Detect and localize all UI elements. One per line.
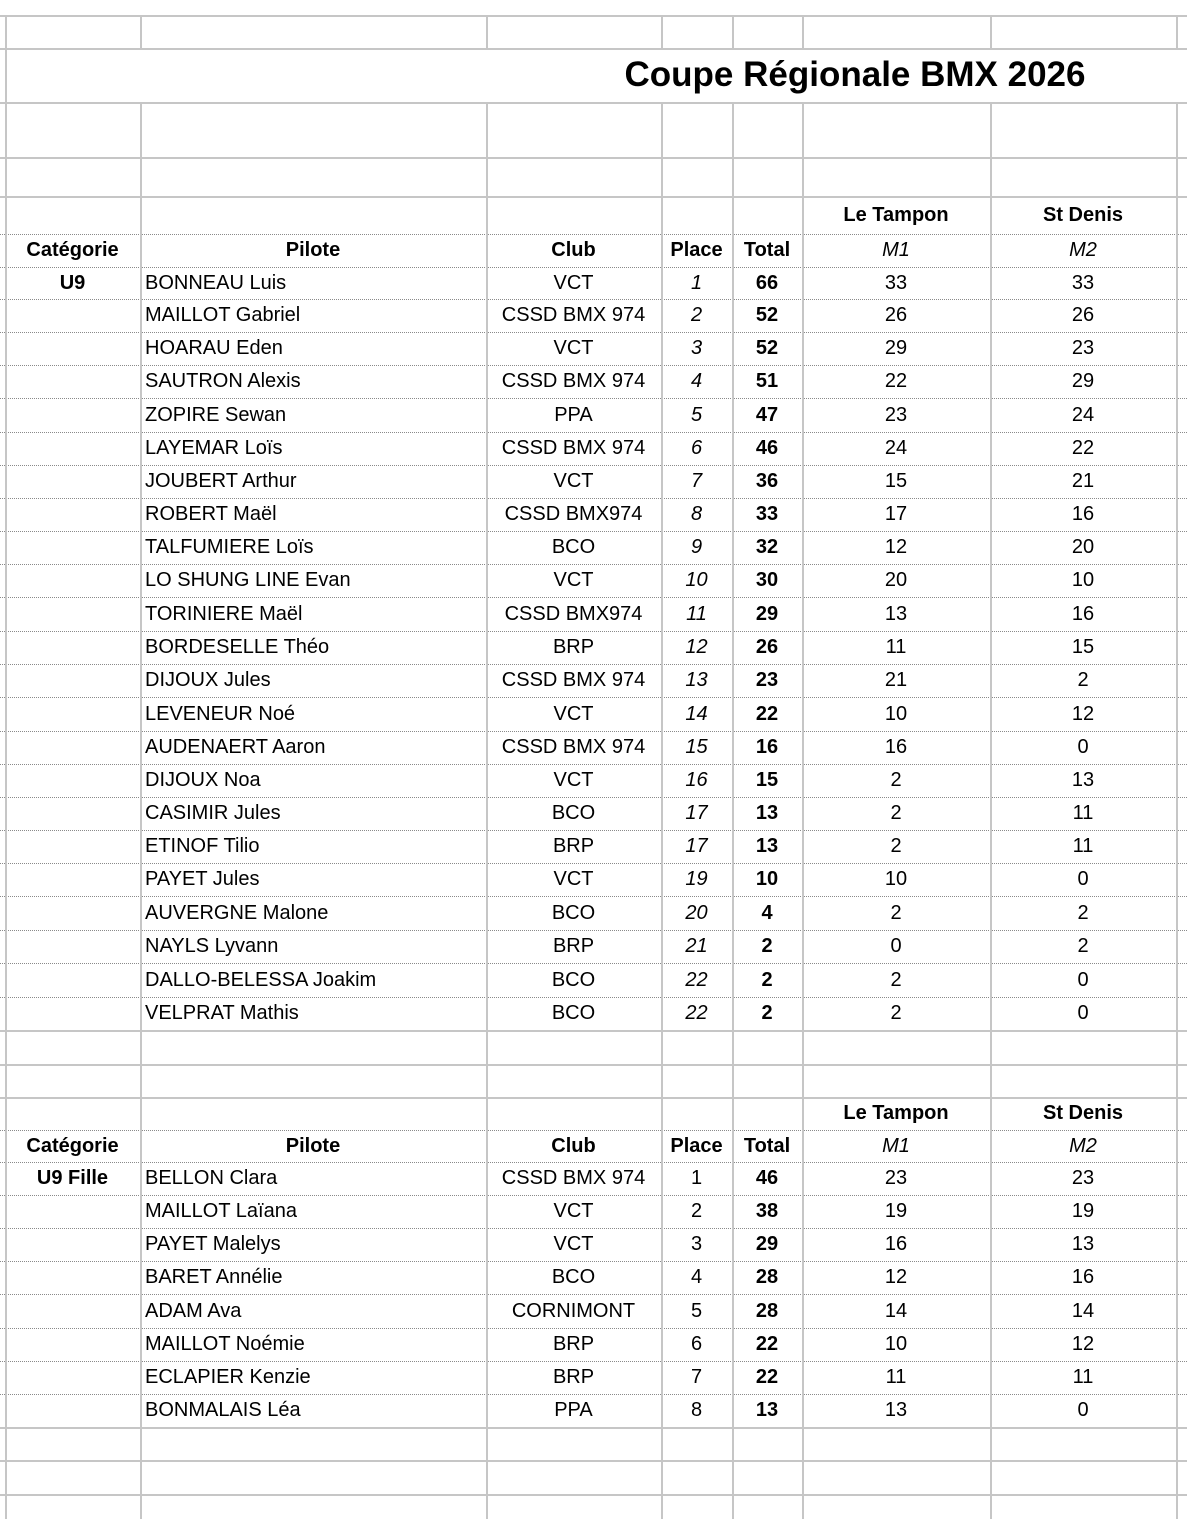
place-value: 16 — [685, 769, 708, 791]
pilot-name: MAILLOT Gabriel — [145, 304, 301, 326]
m1-score: 14 — [884, 1299, 908, 1322]
m1-score: 33 — [884, 271, 908, 294]
club-name: CSSD BMX 974 — [501, 304, 646, 326]
pilot-name: BELLON Clara — [145, 1167, 278, 1189]
column-gridline — [1176, 102, 1178, 196]
m1-score: 19 — [884, 1200, 908, 1222]
venue-header: Le Tampon — [843, 1102, 949, 1124]
column-gridline — [732, 1030, 734, 1097]
total-value: 26 — [755, 636, 779, 658]
row-gridline — [0, 1064, 1187, 1066]
club-name: VCT — [553, 1200, 594, 1222]
column-gridline — [1176, 1427, 1178, 1519]
m1-score: 12 — [884, 536, 908, 558]
m2-score: 20 — [1071, 536, 1095, 558]
column-gridline — [661, 102, 663, 196]
m2-score: 16 — [1071, 602, 1095, 625]
column-header-m1: M1 — [882, 1134, 910, 1157]
club-name: VCT — [553, 271, 594, 294]
pilot-name: DIJOUX Jules — [145, 669, 271, 691]
place-value: 14 — [685, 702, 708, 725]
column-gridline — [990, 102, 992, 196]
m2-score: 16 — [1071, 1266, 1095, 1288]
club-name: CSSD BMX 974 — [501, 736, 646, 758]
column-header-category: Catégorie — [26, 1134, 119, 1157]
column-gridline — [140, 102, 142, 196]
m1-score: 2 — [890, 901, 902, 924]
club-name: BRP — [552, 636, 595, 658]
pilot-name: VELPRAT Mathis — [145, 1002, 299, 1024]
total-value: 2 — [761, 1002, 773, 1024]
m2-score: 15 — [1071, 636, 1095, 658]
m1-score: 10 — [884, 868, 908, 890]
pilot-name: DALLO-BELESSA Joakim — [145, 968, 377, 991]
column-header-m2: M2 — [1069, 239, 1097, 261]
place-value: 11 — [686, 602, 707, 625]
m2-score: 19 — [1071, 1200, 1095, 1222]
pilot-name: CASIMIR Jules — [145, 802, 281, 824]
club-name: BCO — [551, 802, 596, 824]
club-name: VCT — [553, 702, 594, 725]
column-gridline — [732, 15, 734, 48]
club-name: VCT — [553, 337, 594, 359]
pilot-name: BONNEAU Luis — [145, 271, 287, 294]
m2-score: 13 — [1071, 769, 1095, 791]
pilot-name: AUVERGNE Malone — [145, 901, 329, 924]
total-value: 2 — [761, 968, 773, 991]
column-header-place: Place — [670, 1134, 723, 1157]
venue-header: St Denis — [1042, 1102, 1124, 1124]
m2-score: 0 — [1077, 868, 1089, 890]
total-value: 2 — [761, 935, 773, 957]
pilot-name: NAYLS Lyvann — [145, 935, 279, 957]
column-header-place: Place — [670, 239, 723, 261]
total-value: 15 — [755, 769, 779, 791]
m2-score: 22 — [1071, 437, 1095, 459]
m1-score: 12 — [884, 1266, 908, 1288]
club-name: CSSD BMX 974 — [501, 370, 646, 392]
column-gridline — [486, 102, 488, 196]
club-name: VCT — [553, 470, 594, 492]
place-value: 10 — [685, 569, 708, 591]
column-gridline — [1176, 196, 1178, 1030]
column-gridline — [802, 1427, 804, 1519]
place-value: 8 — [690, 1399, 703, 1421]
place-value: 2 — [690, 304, 703, 326]
m1-score: 2 — [890, 968, 902, 991]
m2-score: 16 — [1071, 503, 1095, 525]
total-value: 13 — [755, 1399, 779, 1421]
column-header-pilot: Pilote — [285, 1134, 341, 1157]
pilot-name: PAYET Malelys — [145, 1233, 281, 1255]
club-name: CSSD BMX974 — [504, 602, 643, 625]
column-gridline — [1176, 1030, 1178, 1097]
place-value: 20 — [685, 901, 708, 924]
m1-score: 23 — [884, 403, 908, 426]
m2-score: 0 — [1077, 968, 1089, 991]
total-value: 29 — [755, 1233, 779, 1255]
m1-score: 11 — [885, 1366, 907, 1388]
category-label: U9 Fille — [36, 1167, 109, 1189]
total-value: 30 — [755, 569, 779, 591]
m1-score: 11 — [885, 636, 907, 658]
m2-score: 29 — [1071, 370, 1095, 392]
column-gridline — [5, 196, 7, 1030]
pilot-name: TALFUMIERE Loïs — [145, 536, 314, 558]
column-gridline — [661, 15, 663, 48]
m2-score: 23 — [1071, 337, 1095, 359]
club-name: VCT — [553, 769, 594, 791]
club-name: VCT — [553, 1233, 594, 1255]
total-value: 16 — [755, 736, 779, 758]
club-name: BRP — [552, 835, 595, 857]
pilot-name: ETINOF Tilio — [145, 835, 260, 857]
club-name: BCO — [551, 1266, 596, 1288]
m2-score: 21 — [1071, 470, 1095, 492]
place-value: 1 — [690, 1167, 703, 1189]
column-header-pilot: Pilote — [285, 239, 341, 261]
column-gridline — [486, 15, 488, 48]
pilot-name: HOARAU Eden — [145, 337, 283, 359]
place-value: 13 — [685, 669, 708, 691]
pilot-name: SAUTRON Alexis — [145, 370, 301, 392]
column-header-club: Club — [551, 239, 596, 261]
m2-score: 2 — [1077, 669, 1089, 691]
m2-score: 13 — [1071, 1233, 1095, 1255]
m1-score: 2 — [890, 769, 902, 791]
m1-score: 13 — [884, 602, 908, 625]
column-header-total: Total — [743, 239, 791, 261]
club-name: BRP — [552, 1333, 595, 1355]
m2-score: 12 — [1071, 1333, 1095, 1355]
column-header-total: Total — [743, 1134, 791, 1157]
pilot-name: DIJOUX Noa — [145, 769, 261, 791]
column-gridline — [732, 1427, 734, 1519]
place-value: 19 — [685, 868, 708, 890]
m2-score: 0 — [1077, 1002, 1089, 1024]
pilot-name: ZOPIRE Sewan — [145, 403, 287, 426]
row-gridline — [0, 1460, 1187, 1462]
total-value: 46 — [755, 437, 779, 459]
m1-score: 21 — [884, 669, 908, 691]
column-gridline — [661, 1030, 663, 1097]
row-gridline — [0, 157, 1187, 159]
page-title: Coupe Régionale BMX 2026 — [624, 55, 1086, 94]
total-value: 52 — [755, 304, 779, 326]
total-value: 28 — [755, 1266, 779, 1288]
total-value: 52 — [755, 337, 779, 359]
m2-score: 0 — [1077, 1399, 1089, 1421]
m1-score: 2 — [890, 835, 902, 857]
club-name: CSSD BMX 974 — [501, 1167, 646, 1189]
column-gridline — [990, 1427, 992, 1519]
club-name: CSSD BMX 974 — [501, 669, 646, 691]
total-value: 33 — [755, 503, 779, 525]
m2-score: 10 — [1071, 569, 1095, 591]
place-value: 3 — [690, 337, 703, 359]
total-value: 66 — [755, 271, 779, 294]
m2-score: 11 — [1072, 802, 1094, 824]
place-value: 22 — [685, 1002, 708, 1024]
m1-score: 2 — [890, 1002, 902, 1024]
column-header-m1: M1 — [882, 239, 910, 261]
pilot-name: MAILLOT Noémie — [145, 1333, 305, 1355]
club-name: BRP — [552, 935, 595, 957]
pilot-name: AUDENAERT Aaron — [145, 736, 326, 758]
m1-score: 15 — [884, 470, 908, 492]
place-value: 1 — [690, 271, 703, 294]
m2-score: 26 — [1071, 304, 1095, 326]
total-value: 32 — [755, 536, 779, 558]
m2-score: 23 — [1071, 1167, 1095, 1189]
pilot-name: LO SHUNG LINE Evan — [145, 569, 351, 591]
total-value: 22 — [755, 1366, 779, 1388]
m1-score: 22 — [884, 370, 908, 392]
column-header-m2: M2 — [1069, 1134, 1097, 1157]
pilot-name: ROBERT Maël — [145, 503, 277, 525]
row-gridline — [0, 102, 1187, 104]
m2-score: 12 — [1071, 702, 1095, 725]
m1-score: 26 — [884, 304, 908, 326]
m2-score: 33 — [1071, 271, 1095, 294]
total-value: 29 — [755, 602, 779, 625]
column-gridline — [5, 48, 7, 102]
m2-score: 2 — [1077, 935, 1089, 957]
pilot-name: TORINIERE Maël — [145, 602, 303, 625]
place-value: 21 — [685, 935, 708, 957]
place-value: 4 — [690, 1266, 703, 1288]
club-name: VCT — [553, 868, 594, 890]
club-name: VCT — [553, 569, 594, 591]
m2-score: 2 — [1077, 901, 1089, 924]
total-value: 22 — [755, 702, 779, 725]
place-value: 2 — [690, 1200, 703, 1222]
place-value: 6 — [690, 1333, 703, 1355]
pilot-name: PAYET Jules — [145, 868, 260, 890]
m1-score: 16 — [884, 1233, 908, 1255]
total-value: 22 — [755, 1333, 779, 1355]
club-name: BRP — [552, 1366, 595, 1388]
m1-score: 16 — [884, 736, 908, 758]
m1-score: 23 — [884, 1167, 908, 1189]
place-value: 8 — [690, 503, 703, 525]
column-gridline — [802, 1030, 804, 1097]
row-gridline — [0, 48, 1187, 50]
column-gridline — [140, 1427, 142, 1519]
venue-header: St Denis — [1042, 203, 1124, 226]
place-value: 12 — [685, 636, 708, 658]
total-value: 36 — [755, 470, 779, 492]
column-gridline — [661, 1427, 663, 1519]
total-value: 13 — [755, 802, 779, 824]
club-name: BCO — [551, 1002, 596, 1024]
place-value: 7 — [690, 470, 703, 492]
club-name: CORNIMONT — [511, 1299, 636, 1322]
column-gridline — [140, 1030, 142, 1097]
club-name: PPA — [554, 403, 593, 426]
place-value: 17 — [685, 835, 708, 857]
total-value: 23 — [755, 669, 779, 691]
column-header-category: Catégorie — [26, 239, 119, 261]
column-gridline — [990, 15, 992, 48]
club-name: BCO — [551, 901, 596, 924]
column-gridline — [1176, 15, 1178, 48]
club-name: CSSD BMX974 — [504, 503, 643, 525]
pilot-name: MAILLOT Laïana — [145, 1200, 297, 1222]
category-label: U9 — [59, 271, 86, 294]
place-value: 7 — [690, 1366, 703, 1388]
column-gridline — [5, 15, 7, 48]
total-value: 38 — [755, 1200, 779, 1222]
row-gridline — [0, 1427, 1187, 1429]
total-value: 13 — [755, 835, 779, 857]
m1-score: 29 — [884, 337, 908, 359]
place-value: 17 — [685, 802, 708, 824]
m2-score: 11 — [1072, 1366, 1094, 1388]
row-gridline — [0, 1030, 1187, 1032]
column-gridline — [486, 1030, 488, 1097]
m1-score: 10 — [884, 702, 908, 725]
pilot-name: BORDESELLE Théo — [145, 636, 330, 658]
pilot-name: JOUBERT Arthur — [145, 470, 297, 492]
place-value: 5 — [690, 1299, 703, 1322]
place-value: 22 — [685, 968, 708, 991]
m1-score: 2 — [890, 802, 902, 824]
club-name: PPA — [554, 1399, 593, 1421]
column-gridline — [990, 1030, 992, 1097]
m2-score: 24 — [1071, 403, 1095, 426]
m2-score: 14 — [1071, 1299, 1095, 1322]
m1-score: 17 — [884, 503, 908, 525]
m2-score: 0 — [1077, 736, 1089, 758]
column-gridline — [140, 15, 142, 48]
pilot-name: ADAM Ava — [145, 1299, 242, 1322]
row-gridline — [0, 1494, 1187, 1496]
column-gridline — [486, 1427, 488, 1519]
club-name: BCO — [551, 536, 596, 558]
club-name: CSSD BMX 974 — [501, 437, 646, 459]
column-gridline — [802, 15, 804, 48]
place-value: 5 — [690, 403, 703, 426]
total-value: 51 — [755, 370, 779, 392]
total-value: 28 — [755, 1299, 779, 1322]
m2-score: 11 — [1072, 835, 1094, 857]
column-gridline — [1176, 1097, 1178, 1427]
column-gridline — [5, 102, 7, 196]
pilot-name: ECLAPIER Kenzie — [145, 1366, 311, 1388]
column-gridline — [802, 102, 804, 196]
total-value: 4 — [761, 901, 773, 924]
pilot-name: BONMALAIS Léa — [145, 1399, 301, 1421]
column-gridline — [732, 102, 734, 196]
pilot-name: BARET Annélie — [145, 1266, 283, 1288]
m1-score: 20 — [884, 569, 908, 591]
m1-score: 0 — [890, 935, 902, 957]
place-value: 4 — [690, 370, 703, 392]
column-gridline — [5, 1427, 7, 1519]
m1-score: 13 — [884, 1399, 908, 1421]
pilot-name: LEVENEUR Noé — [145, 702, 296, 725]
m1-score: 10 — [884, 1333, 908, 1355]
total-value: 46 — [755, 1167, 779, 1189]
m1-score: 24 — [884, 437, 908, 459]
club-name: BCO — [551, 968, 596, 991]
column-gridline — [5, 1030, 7, 1097]
place-value: 9 — [690, 536, 703, 558]
pilot-name: LAYEMAR Loïs — [145, 437, 283, 459]
venue-header: Le Tampon — [843, 203, 949, 226]
column-header-club: Club — [551, 1134, 596, 1157]
row-gridline — [0, 15, 1187, 17]
total-value: 47 — [755, 403, 779, 426]
total-value: 10 — [755, 868, 779, 890]
place-value: 3 — [690, 1233, 703, 1255]
place-value: 6 — [690, 437, 703, 459]
place-value: 15 — [685, 736, 708, 758]
